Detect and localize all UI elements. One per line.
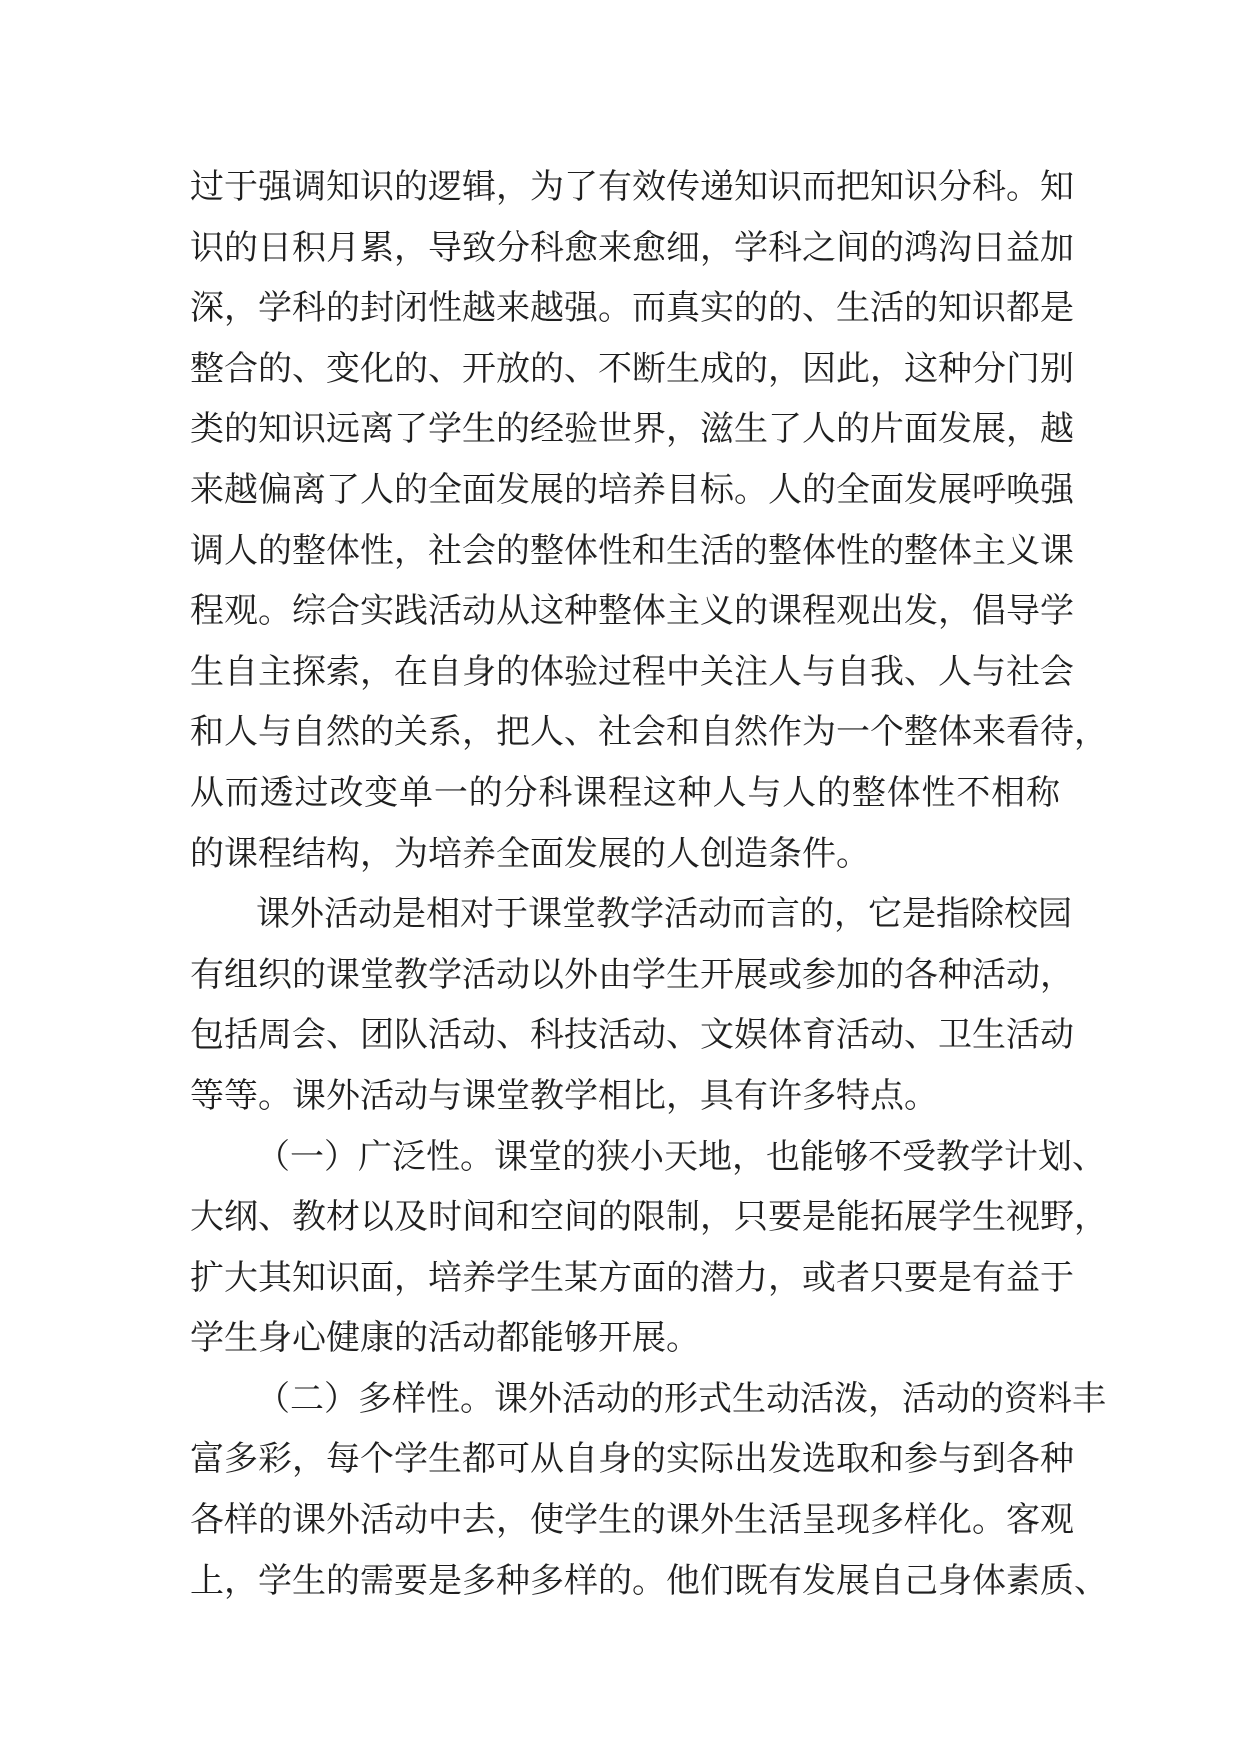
text-line: 包括周会、团队活动、科技活动、文娱体育活动、卫生活动	[190, 1015, 1074, 1056]
text-line: 扩大其知识面，培养学生某方面的潜力，或者只要是有益于	[190, 1257, 1074, 1298]
text-line: 大纲、教材以及时间和空间的限制，只要是能拓展学生视野，	[190, 1197, 1108, 1238]
text-line: 程观。综合实践活动从这种整体主义的课程观出发，倡导学	[190, 591, 1074, 632]
text-line: 课外活动是相对于课堂教学活动而言的，它是指除校园	[256, 894, 1072, 935]
paragraph-4	[190, 1369, 1108, 1611]
text-line: 有组织的课堂教学活动以外由学生开展或参加的各种活动，	[190, 954, 1074, 995]
text-line: 整合的、变化的、开放的、不断生成的，因此，这种分门别	[190, 348, 1074, 389]
paragraph-2	[190, 884, 1074, 1126]
paragraph-3	[190, 1127, 1108, 1369]
text-line: 富多彩，每个学生都可从自身的实际出发选取和参与到各种	[190, 1439, 1074, 1480]
document-page	[190, 157, 1108, 1611]
text-line: （二）多样性。课外活动的形式生动活泼，活动的资料丰	[256, 1378, 1106, 1419]
text-line: 各样的课外活动中去，使学生的课外生活呈现多样化。客观	[190, 1500, 1074, 1541]
text-line: 类的知识远离了学生的经验世界，滋生了人的片面发展，越	[190, 409, 1074, 450]
text-line: 深，学科的封闭性越来越强。而真实的的、生活的知识都是	[190, 288, 1074, 329]
text-line: 生自主探索，在自身的体验过程中关注人与自我、人与社会	[190, 651, 1074, 692]
text-line: （一）广泛性。课堂的狭小天地，也能够不受教学计划、	[256, 1136, 1106, 1177]
text-line: 等等。课外活动与课堂教学相比，具有许多特点。	[190, 1075, 938, 1116]
text-line: 识的日积月累，导致分科愈来愈细，学科之间的鸿沟日益加	[190, 227, 1074, 268]
text-line: 来越偏离了人的全面发展的培养目标。人的全面发展呼唤强	[190, 469, 1074, 510]
text-line: 从而透过改变单一的分科课程这种人与人的整体性不相称	[190, 772, 1060, 813]
text-line: 上，学生的需要是多种多样的。他们既有发展自己身体素质、	[190, 1560, 1108, 1601]
text-line: 的课程结构，为培养全面发展的人创造条件。	[190, 833, 870, 874]
text-line: 调人的整体性，社会的整体性和生活的整体性的整体主义课	[190, 530, 1074, 571]
text-line: 和人与自然的关系，把人、社会和自然作为一个整体来看待，	[190, 712, 1108, 753]
text-line: 过于强调知识的逻辑，为了有效传递知识而把知识分科。知	[190, 167, 1074, 207]
paragraph-1	[190, 157, 1108, 884]
text-line: 学生身心健康的活动都能够开展。	[190, 1318, 700, 1359]
